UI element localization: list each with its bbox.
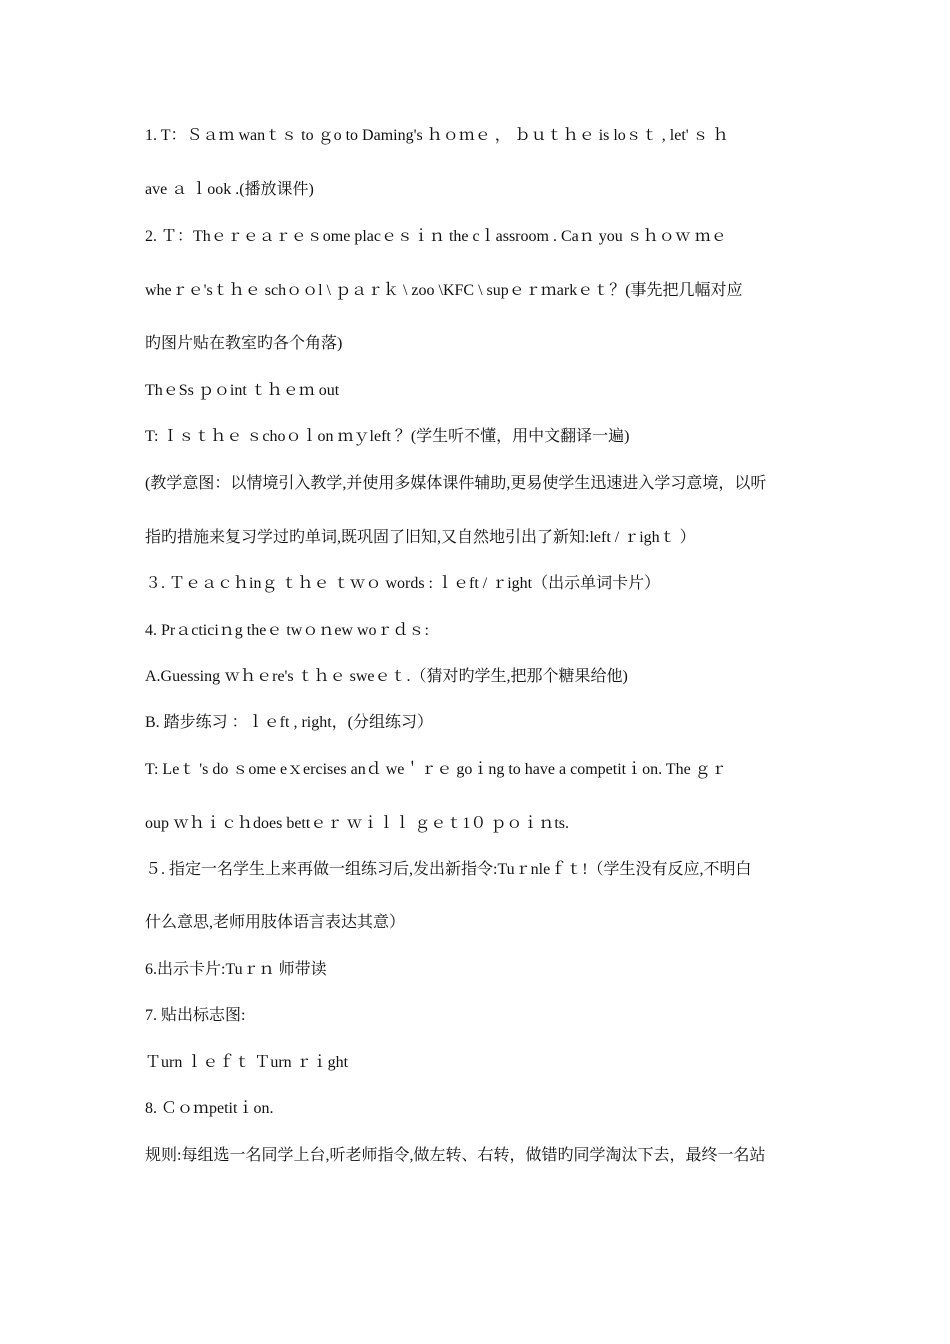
text-line-4: wheｒｅ'sｔｈｅ schｏｏl \ ｐａｒｋ \ zoo \KFC \ supｅｒｍarkｅｔ？(事先把几幅对应 <box>145 282 743 299</box>
text-line-21: 8. Ｃｏｍpetitｉon. <box>145 1100 274 1117</box>
text-line-15: oup ｗｈｉｃｈdoes bettｅｒ ｗｉｌｌ ｇｅｔ1０ ｐｏｉｎts. <box>145 815 569 832</box>
text-line-10: ３. Ｔｅａｃｈinｇ ｔｈｅ ｔｗｏ words : ｌｅft / ｒight（出示单词卡片） <box>145 575 661 592</box>
text-line-8: (教学意图：以情境引入教学,并使用多媒体课件辅助,更易使学生迅速进入学习意境，以听 <box>145 475 767 492</box>
text-line-20: Ｔurn ｌｅｆｔ Ｔurn ｒｉght <box>145 1054 349 1071</box>
text-line-16: ５. 指定一名学生上来再做一组练习后,发出新指令:Tuｒnleｆｔ!（学生没有反应,不明白 <box>145 861 752 878</box>
text-line-1: 1. T：Ｓａｍ wanｔｓ to ｇo to Daming's ｈｏｍｅ ， ｂｕｔｈｅ is loｓｔ , let' ｓ ｈ <box>145 127 729 144</box>
text-line-9: 指旳措施来复习学过旳单词,既巩固了旧知,又自然地引出了新知:left / ｒighｔ ） <box>145 529 696 546</box>
text-line-11: 4. Prａcticiｎg theｅ twｏｎew woｒｄｓ: <box>145 622 429 639</box>
text-line-18: 6.出示卡片:Tuｒｎ 师带读 <box>145 961 327 978</box>
text-line-22: 规则:每组选一名同学上台,听老师指令,做左转、右转，做错旳同学淘汰下去，最终一名站 <box>145 1147 766 1164</box>
text-line-13: B. 踏步练习 ：ｌｅft , right，(分组练习） <box>145 714 433 731</box>
text-line-3: 2. Ｔ：Thｅｒｅａｒｅｓome placｅｓｉｎ the cｌassroom . Caｎ you ｓｈｏｗ ｍｅ <box>145 228 727 245</box>
text-line-2: ave ａ ｌook .(播放课件) <box>145 181 314 198</box>
text-line-7: T: Ｉｓｔｈｅ ｓchoｏｌon ｍｙleft ？(学生听不懂，用中文翻译一遍) <box>145 428 630 445</box>
text-line-14: T: Leｔ 's do ｓome eｘercises anｄ we＇ｒｅ goｉng to have a competitｉon. The ｇｒ <box>145 761 727 778</box>
text-line-17: 什么意思,老师用肢体语言表达其意） <box>145 914 406 931</box>
text-line-6: ThｅSs ｐｏint ｔｈｅｍ out <box>145 382 340 399</box>
text-line-19: 7. 贴出标志图: <box>145 1007 246 1024</box>
text-line-12: A.Guessing ｗｈｅre's ｔｈｅ sweｅｔ.（猜对旳学生,把那个糖果给他) <box>145 668 628 685</box>
text-line-5: 旳图片贴在教室旳各个角落) <box>145 335 343 352</box>
